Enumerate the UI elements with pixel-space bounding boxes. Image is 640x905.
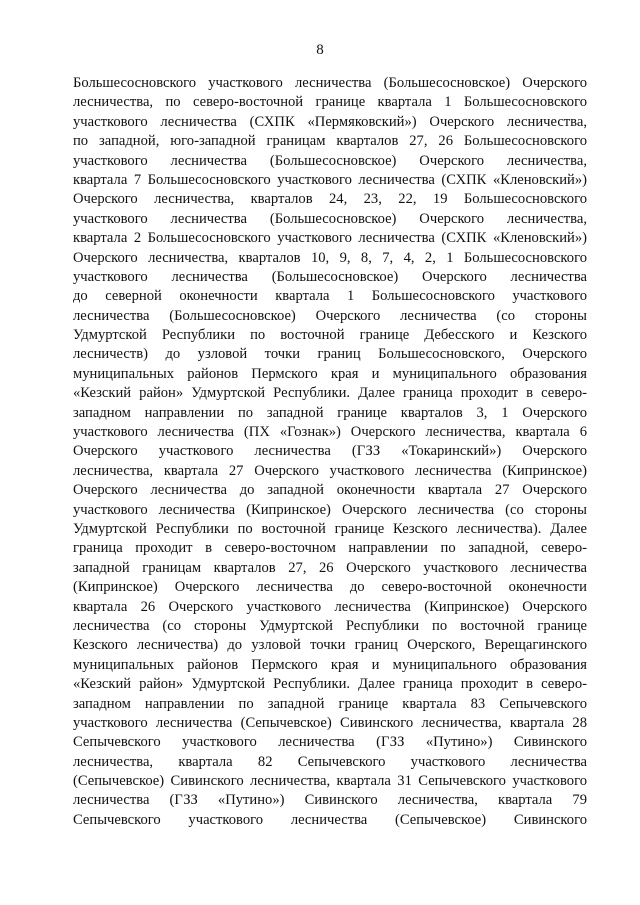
text-line: участкового лесничества (Сепычевское) Сивинского лесничества, квартала 28 [73,714,587,731]
text-line: Большесосновского участкового лесничества (Большесосновское) Очерского [73,75,587,91]
text-line: муниципальных районов Пермского края и муниципального образования [73,365,587,382]
text-line: до северной оконечности квартала 1 Большесосновского участкового [73,288,587,305]
text-line: участкового лесничества (Большесосновское) Очерского лесничества, [73,152,587,169]
body-text [73,74,587,830]
text-line: муниципальных районов Пермского края и муниципального образования [73,656,587,673]
text-line: «Кезский район» Удмуртской Республики. Далее граница проходит в северо- [73,676,587,693]
text-line: квартала 2 Большесосновского участкового лесничества (СХПК «Кленовский») [73,230,587,247]
page-number: 8 [316,42,324,58]
text-line: лесничества, квартала 27 Очерского участкового лесничества (Кипринское) [73,462,587,479]
text-line: Очерского участкового лесничества (ГЗЗ «Токаринский») Очерского [73,443,587,460]
text-line: лесничества, квартала 82 Сепычевского участкового лесничества [73,753,587,770]
text-line: квартала 7 Большесосновского участкового лесничества (СХПК «Кленовский») [73,171,587,188]
text-line: западном направлении по западной границе квартала 83 Сепычевского [73,695,587,712]
text-line: Очерского лесничества, кварталов 24, 23, 22, 19 Большесосновского [73,191,587,208]
text-line: (Кипринское) Очерского лесничества до северо-восточной оконечности [73,579,587,596]
text-line: лесничества (Большесосновское) Очерского лесничества (со стороны [73,307,587,324]
text-line: граница проходит в северо-восточном направлении по западной, северо- [73,540,587,557]
text-line: Очерского лесничества до западной оконечности квартала 27 Очерского [73,482,587,499]
text-line: Удмуртской Республики по восточной границе Кезского лесничества). Далее [73,520,587,537]
text-line: лесничества (со стороны Удмуртской Республики по восточной границе [73,617,587,634]
text-line: Сепычевского участкового лесничества (Сепычевское) Сивинского [73,811,587,828]
text-line: участкового лесничества (ПХ «Гознак») Очерского лесничества, квартала 6 [73,424,587,441]
text-line: «Кезский район» Удмуртской Республики. Далее граница проходит в северо- [73,385,587,402]
text-line: Сепычевского участкового лесничества (ГЗЗ «Путино») Сивинского [73,734,587,751]
text-line: (Сепычевское) Сивинского лесничества, квартала 31 Сепычевского участкового [73,773,587,790]
text-line: участкового лесничества (СХПК «Пермяковский») Очерского лесничества, [73,113,587,130]
text-line: лесничества (ГЗЗ «Путино») Сивинского лесничества, квартала 79 [73,792,587,809]
text-line: участкового лесничества (Кипринское) Очерского лесничества (со стороны [73,501,587,518]
text-line: Кезского лесничества) до узловой точки границ Очерского, Верещагинского [73,637,587,654]
text-line: Очерского лесничества, кварталов 10, 9, 8, 7, 4, 2, 1 Большесосновского [73,249,587,266]
text-line: участкового лесничества (Большесосновское) Очерского лесничества, [73,210,587,227]
text-line: Удмуртской Республики по восточной границе Дебесского и Кезского [73,327,587,344]
text-line: западной границам кварталов 27, 26 Очерского участкового лесничества [73,559,587,576]
text-line: квартала 26 Очерского участкового лесничества (Кипринское) Очерского [73,598,587,615]
text-line: лесничеств) до узловой точки границ Большесосновского, Очерского [73,346,587,363]
text-line: западном направлении по западной границе кварталов 3, 1 Очерского [73,404,587,421]
text-line: участкового лесничества (Большесосновское) Очерского лесничества [73,268,587,285]
text-line: лесничества, по северо-восточной границе квартала 1 Большесосновского [73,94,587,111]
text-line: по западной, юго-западной границам кварталов 27, 26 Большесосновского [73,133,587,150]
